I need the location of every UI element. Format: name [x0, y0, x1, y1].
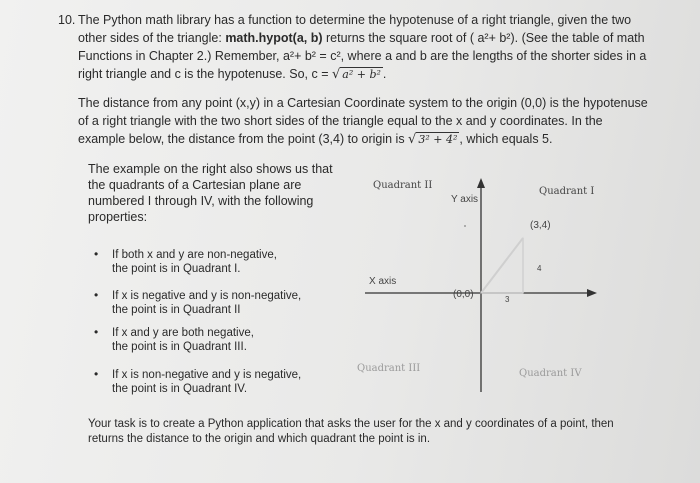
hypotenuse-line	[481, 238, 523, 293]
bullet-3-line-a: If x and y are both negative,	[112, 327, 254, 339]
task-line-2: returns the distance to the origin and which quadrant the point is in.	[88, 433, 431, 445]
sqrt-symbol: √	[331, 67, 341, 82]
bullet-dot: •	[94, 288, 99, 302]
bullet-1-line-b: the point is in Quadrant I.	[112, 263, 241, 275]
y-axis-arrow-icon	[477, 178, 485, 188]
side-y-label: 4	[537, 264, 542, 273]
bullet-2-line-a: If x is negative and y is non-negative,	[112, 290, 302, 302]
p3-line-3: numbered I through IV, with the following	[88, 194, 314, 208]
p1-line-2-c: returns the square root of ( a²+ b²). (See the table of math	[322, 31, 645, 45]
p2-line-2: of a right triangle with the two short sides of the triangle equal to the x and y coordinates. In the	[78, 114, 603, 128]
p1-line-4-a: right triangle and c is the hypotenuse. So, c =	[78, 67, 332, 81]
bullet-2-line-b: the point is in Quadrant II	[112, 304, 241, 316]
p3-line-2: the quadrants of a Cartesian plane are	[88, 178, 302, 192]
p1-line-2-a: other sides of the triangle:	[78, 31, 226, 45]
p2-line-1: The distance from any point (x,y) in a Cartesian Coordinate system to the origin (0,0) is the hypotenuse	[78, 96, 648, 110]
bullet-1-line-a: If both x and y are non-negative,	[112, 249, 277, 261]
y-axis-label: Y axis	[451, 194, 479, 205]
sqrt-symbol: √	[408, 132, 417, 147]
p1-line-4-c: .	[382, 67, 387, 81]
question-number: 10.	[58, 13, 76, 27]
hypot-function: math.hypot(a, b)	[225, 31, 323, 45]
p3-line-4: properties:	[88, 210, 148, 224]
bullet-dot: •	[94, 247, 99, 261]
origin-label: (0,0)	[453, 289, 474, 300]
bullet-dot: •	[94, 325, 99, 339]
cartesian-diagram	[355, 170, 655, 400]
x-axis-arrow-icon	[587, 289, 597, 297]
side-x-label: 3	[505, 295, 510, 304]
p1-line-4	[78, 66, 386, 83]
point-label: (3,4)	[530, 220, 551, 231]
p2-line-3-c: , which equals 5.	[459, 132, 553, 146]
p3-line-1: The example on the right also shows us that	[88, 162, 333, 176]
bullet-3-line-b: the point is in Quadrant III.	[112, 341, 247, 353]
p1-line-1: The Python math library has a function to determine the hypotenuse of a right triangle, given the two	[78, 13, 632, 27]
bullet-dot: •	[94, 367, 99, 381]
p1-line-2	[78, 30, 645, 47]
bullet-4-line-b: the point is in Quadrant IV.	[112, 383, 248, 395]
quadrant-3-label: Quadrant III	[357, 363, 421, 374]
p1-line-3: Functions in Chapter 2.) Remember, a²+ b² = c², where a and b are the lengths of the shorter sides in a	[78, 49, 647, 63]
p2-line-3	[78, 131, 552, 148]
x-axis-label: X axis	[369, 276, 397, 287]
quadrant-4-label: Quadrant IV	[519, 368, 582, 379]
quadrant-1-label: Quadrant I	[539, 186, 595, 197]
task-line-1: Your task is to create a Python application that asks the user for the x and y coordinates of a point, then	[88, 418, 614, 430]
sqrt-expression-1: a² + b²	[342, 68, 381, 81]
p2-line-3-a: example below, the distance from the point (3,4) to origin is	[78, 132, 409, 146]
sqrt-expression-2: 3² + 4²	[418, 133, 458, 146]
tick-mark	[464, 225, 466, 227]
bullet-4-line-a: If x is non-negative and y is negative,	[112, 369, 302, 381]
quadrant-2-label: Quadrant II	[373, 180, 433, 191]
